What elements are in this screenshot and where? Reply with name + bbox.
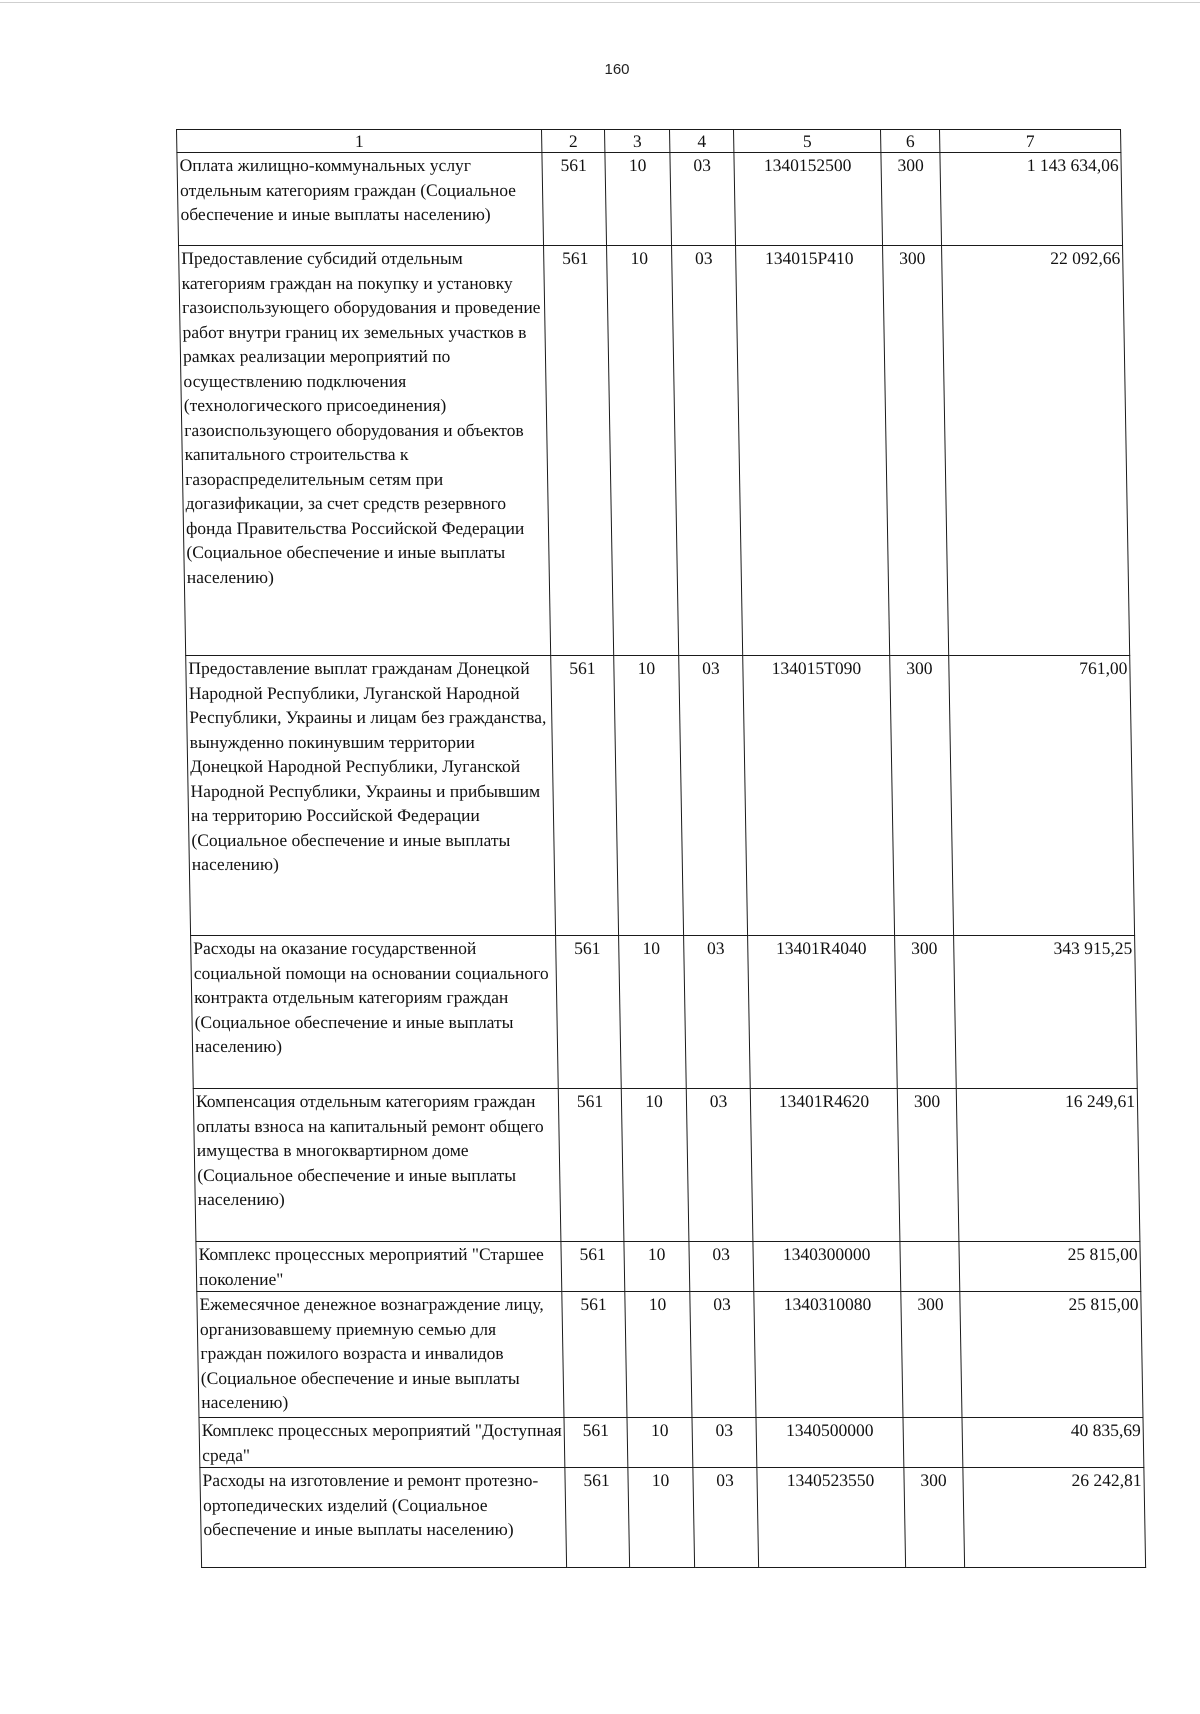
header-cell-1: 1 (177, 130, 542, 153)
row-col-6 (900, 1242, 960, 1292)
row-col-6: 300 (897, 1089, 959, 1242)
row-col-5: 13401R4620 (750, 1089, 900, 1242)
row-col-6: 300 (890, 656, 954, 936)
row-amount: 16 249,61 (956, 1089, 1140, 1242)
table-row (197, 1292, 1143, 1418)
page-number: 160 (604, 61, 630, 78)
row-description: Предоставление выплат гражданам Донецкой Народной Республики, Луганской Народной Республики, Украины и лицам без гражданства, вынужденно покинувшим территории Донецкой Народной Республики, Луганской Народной Республики, Украины и прибывшим на территорию Российской Федерации (Социальное обеспечение и иные выплаты населению) (186, 656, 556, 936)
header-cell-7: 7 (940, 130, 1121, 153)
row-col-2: 561 (565, 1468, 630, 1568)
row-amount: 25 815,00 (959, 1242, 1141, 1292)
row-description: Комплекс процессных мероприятий "Старшее поколение" (196, 1242, 562, 1292)
row-col-6 (903, 1418, 963, 1468)
row-col-6: 300 (881, 153, 942, 246)
row-col-2: 561 (544, 246, 614, 656)
header-cell-2: 2 (542, 130, 605, 153)
row-col-5: 1340310080 (754, 1292, 903, 1418)
row-col-5: 1340300000 (753, 1242, 901, 1292)
row-col-4: 03 (672, 246, 743, 656)
row-col-5: 134015P410 (736, 246, 890, 656)
row-col-3: 10 (625, 1292, 692, 1418)
row-col-4: 03 (690, 1292, 756, 1418)
row-description: Оплата жилищно-коммунальных услуг отдельным категориям граждан (Социальное обеспечение и иные выплаты населению) (177, 153, 544, 246)
scan-top-edge (0, 2, 1200, 3)
budget-table (176, 129, 1146, 1568)
row-description: Расходы на изготовление и ремонт протезно-ортопедических изделий (Социальное обеспечение и иные выплаты населению) (200, 1468, 567, 1568)
row-amount: 25 815,00 (960, 1292, 1143, 1418)
row-col-3: 10 (621, 1089, 689, 1242)
row-amount: 1 143 634,06 (940, 153, 1123, 246)
header-cell-3: 3 (605, 130, 670, 153)
row-col-3: 10 (628, 1468, 695, 1568)
header-cell-5: 5 (734, 130, 881, 153)
row-col-4: 03 (670, 153, 736, 246)
row-col-6: 300 (901, 1292, 962, 1418)
row-col-6: 300 (883, 246, 949, 656)
row-description: Комплекс процессных мероприятий "Доступная среда" (199, 1418, 565, 1468)
row-col-6: 300 (895, 936, 957, 1089)
table-row (193, 1089, 1140, 1242)
row-col-2: 561 (542, 153, 607, 246)
table-row (191, 936, 1138, 1089)
row-col-5: 1340500000 (756, 1418, 904, 1468)
row-col-3: 10 (605, 153, 672, 246)
row-col-2: 561 (551, 656, 619, 936)
row-col-2: 561 (556, 936, 622, 1089)
row-col-2: 561 (562, 1292, 627, 1418)
row-col-4: 03 (693, 1468, 759, 1568)
row-amount: 22 092,66 (942, 246, 1130, 656)
header-cell-6: 6 (881, 130, 940, 153)
row-col-4: 03 (686, 1089, 753, 1242)
row-col-6: 300 (904, 1468, 965, 1568)
row-col-2: 561 (558, 1089, 624, 1242)
row-col-3: 10 (627, 1418, 693, 1468)
table-header-row (177, 130, 1121, 153)
row-amount: 761,00 (949, 656, 1135, 936)
table-row (177, 153, 1123, 246)
row-col-4: 03 (689, 1242, 754, 1292)
row-col-5: 13401R4040 (748, 936, 898, 1089)
table-row (196, 1242, 1141, 1292)
table-row (186, 656, 1135, 936)
row-amount: 40 835,69 (962, 1418, 1144, 1468)
header-cell-4: 4 (670, 130, 734, 153)
row-description: Расходы на оказание государственной социальной помощи на основании социального контракта отдельным категориям граждан (Социальное обеспечение и иные выплаты населению) (191, 936, 559, 1089)
row-col-2: 561 (561, 1242, 625, 1292)
row-description: Предоставление субсидий отдельным категориям граждан на покупку и установку газоиспользующего оборудования и проведение работ внутри границ их земельных участков в рамках реализации мероприятий по осуществлению подключения (технологического присоединения) газоиспользующего оборудования и объектов капитального строительства к газораспределительным сетям при догазификации, за счет средств резервного фонда Правительства Российской Федерации (Социальное обеспечение и иные выплаты населению) (179, 246, 551, 656)
row-description: Компенсация отдельным категориям граждан оплаты взноса на капитальный ремонт общего имущества в многоквартирном доме (Социальное обеспечение и иные выплаты населению) (193, 1089, 561, 1242)
row-col-3: 10 (619, 936, 687, 1089)
row-amount: 26 242,81 (963, 1468, 1146, 1568)
row-col-3: 10 (614, 656, 684, 936)
row-col-4: 03 (684, 936, 751, 1089)
row-col-3: 10 (624, 1242, 690, 1292)
table-row (199, 1418, 1144, 1468)
budget-table-wrapper (176, 129, 1146, 1601)
row-col-5: 134015T090 (743, 656, 895, 936)
row-col-5: 1340523550 (757, 1468, 906, 1568)
row-col-3: 10 (607, 246, 679, 656)
row-amount: 343 915,25 (954, 936, 1138, 1089)
row-description: Ежемесячное денежное вознаграждение лицу, организовавшему приемную семью для граждан пожилого возраста и инвалидов (Социальное обеспечение и иные выплаты населению) (197, 1292, 564, 1418)
row-col-5: 1340152500 (734, 153, 883, 246)
table-row (179, 246, 1130, 656)
table-row (200, 1468, 1146, 1568)
row-col-4: 03 (679, 656, 748, 936)
row-col-4: 03 (692, 1418, 757, 1468)
row-col-2: 561 (564, 1418, 628, 1468)
